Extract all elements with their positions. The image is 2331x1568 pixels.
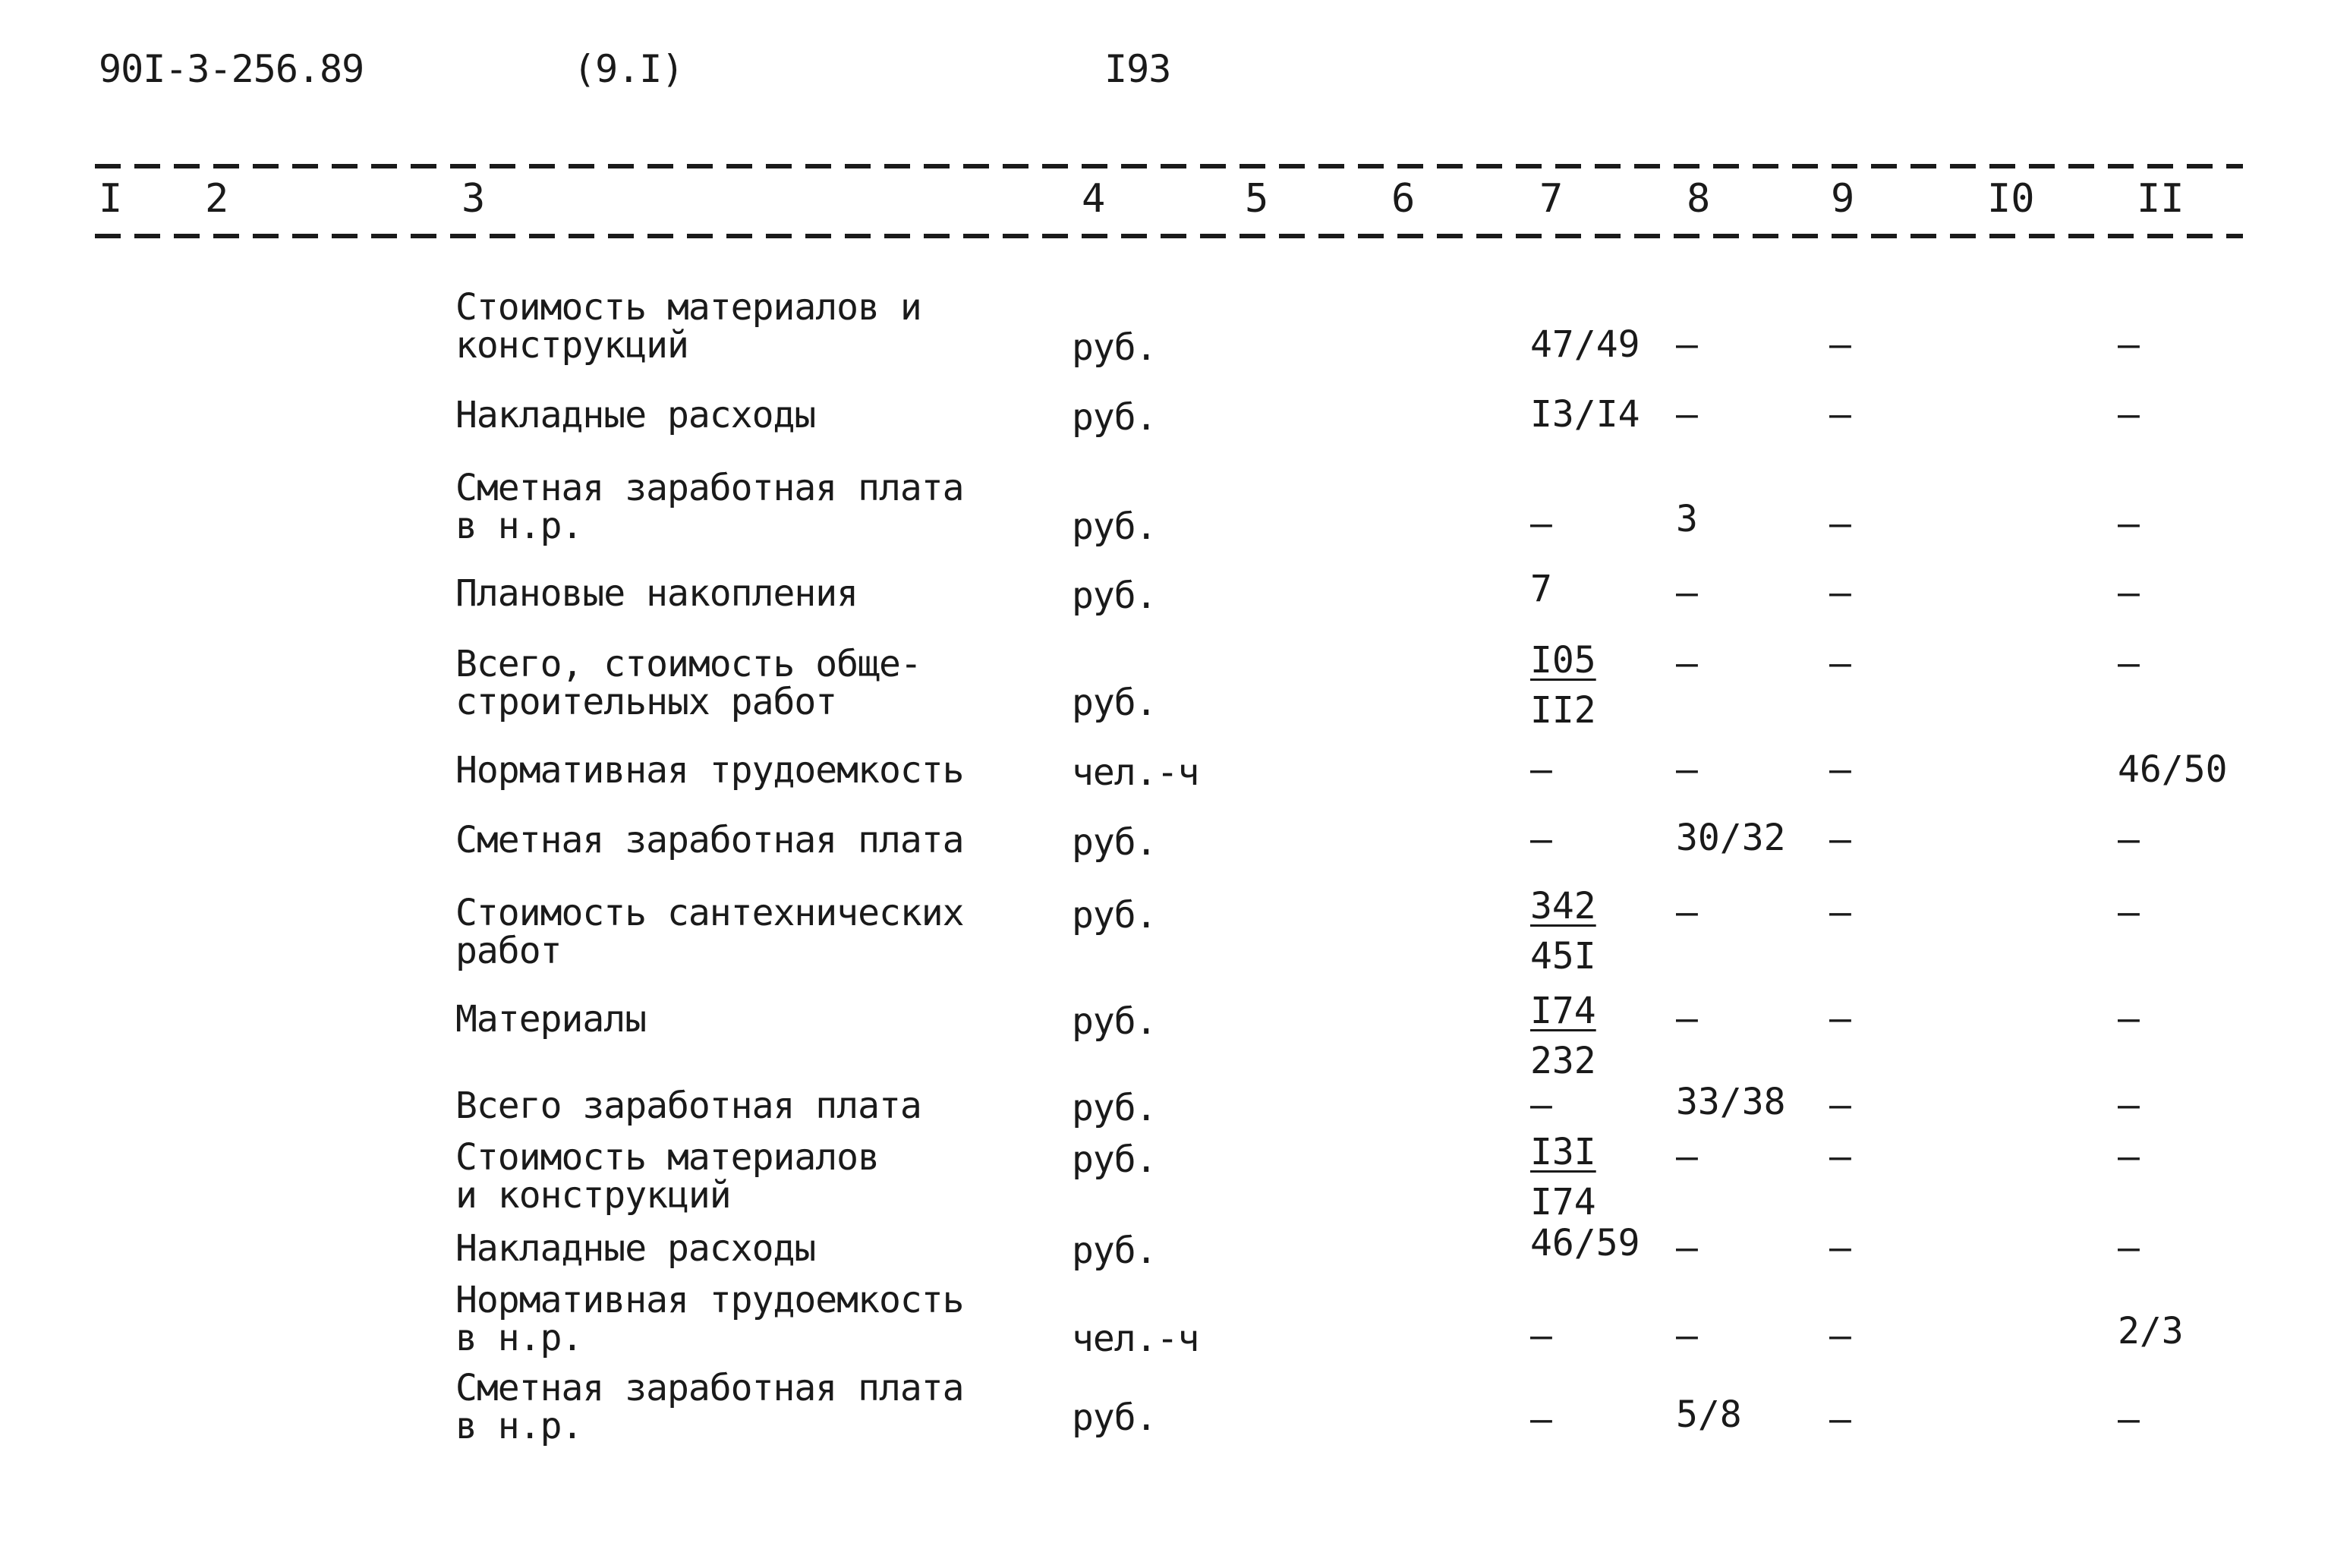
cell-col8: 30/32 bbox=[1676, 817, 1786, 859]
cell-col9: – bbox=[1829, 1315, 1851, 1357]
column-number: 9 bbox=[1831, 176, 1855, 222]
row-unit: руб. bbox=[1072, 1396, 1157, 1439]
cell-col9: – bbox=[1829, 571, 1851, 614]
cell-col11: – bbox=[2118, 642, 2140, 685]
row-unit: руб. bbox=[1072, 821, 1157, 864]
cell-col11: 2/3 bbox=[2118, 1310, 2184, 1352]
cell-col11: – bbox=[2118, 1084, 2140, 1126]
column-number: 3 bbox=[461, 176, 486, 222]
fraction-numerator: 342 bbox=[1530, 885, 1596, 927]
cell-col7: – bbox=[1530, 502, 1552, 545]
document-code: 90I-3-256.89 bbox=[99, 47, 364, 91]
cell-col11: – bbox=[2118, 818, 2140, 861]
cell-col7: 7 bbox=[1530, 568, 1552, 610]
row-unit: руб. bbox=[1072, 682, 1157, 724]
column-number: 4 bbox=[1082, 176, 1106, 222]
cell-col7: – bbox=[1530, 748, 1552, 791]
cell-col7: 47/49 bbox=[1530, 323, 1640, 366]
fraction-denominator: II2 bbox=[1530, 689, 1596, 732]
cell-col8: – bbox=[1676, 1226, 1698, 1269]
cell-col7-fraction bbox=[1530, 1131, 1596, 1223]
row-label: Сметная заработная плата в н.р. bbox=[455, 467, 964, 547]
cell-col11: – bbox=[2118, 891, 2140, 934]
cell-col11: – bbox=[2118, 502, 2140, 545]
cell-col9: – bbox=[1829, 1226, 1851, 1269]
cell-col9: – bbox=[1829, 393, 1851, 436]
row-unit: руб. bbox=[1072, 1087, 1157, 1129]
column-number: I0 bbox=[1987, 176, 2035, 222]
row-label: Всего заработная плата bbox=[455, 1085, 921, 1127]
row-label: Стоимость сантехнических работ bbox=[455, 892, 964, 972]
cell-col7: I3/I4 bbox=[1530, 393, 1640, 436]
table-rule-top bbox=[95, 164, 2243, 168]
cell-col7: – bbox=[1530, 818, 1552, 861]
row-unit: руб. bbox=[1072, 326, 1157, 369]
cell-col11: – bbox=[2118, 1135, 2140, 1178]
cell-col9: – bbox=[1829, 1135, 1851, 1178]
cell-col7: – bbox=[1530, 1315, 1552, 1357]
row-label: Стоимость материалов и конструкций bbox=[455, 286, 921, 367]
cell-col11: – bbox=[2118, 571, 2140, 614]
cell-col9: – bbox=[1829, 1398, 1851, 1440]
row-unit: руб. bbox=[1072, 396, 1157, 439]
cell-col11: – bbox=[2118, 997, 2140, 1040]
cell-col11: 46/50 bbox=[2118, 748, 2228, 791]
cell-col9: – bbox=[1829, 502, 1851, 545]
row-label: Нормативная трудоемкость bbox=[455, 749, 964, 792]
cell-col9: – bbox=[1829, 891, 1851, 934]
row-unit: руб. bbox=[1072, 505, 1157, 548]
column-number: 2 bbox=[205, 176, 229, 222]
cell-col9: – bbox=[1829, 1084, 1851, 1126]
cell-col8: – bbox=[1676, 1315, 1698, 1357]
cell-col9: – bbox=[1829, 642, 1851, 685]
cell-col7-fraction bbox=[1530, 990, 1596, 1082]
cell-col8: 3 bbox=[1676, 498, 1698, 540]
table-rule-bottom bbox=[95, 234, 2243, 238]
row-label: Всего, стоимость обще- строительных работ bbox=[455, 643, 921, 723]
row-unit: руб. bbox=[1072, 1230, 1157, 1272]
row-label: Материалы bbox=[455, 998, 647, 1041]
row-unit: руб. bbox=[1072, 1138, 1157, 1181]
cell-col11: – bbox=[2118, 1398, 2140, 1440]
cell-col8: – bbox=[1676, 1135, 1698, 1178]
cell-col9: – bbox=[1829, 818, 1851, 861]
row-label: Стоимость материалов и конструкций bbox=[455, 1136, 879, 1217]
row-unit: чел.-ч bbox=[1072, 751, 1199, 794]
row-label: Накладные расходы bbox=[455, 394, 816, 436]
cell-col9: – bbox=[1829, 748, 1851, 791]
row-label: Сметная заработная плата bbox=[455, 819, 964, 861]
cell-col9: – bbox=[1829, 323, 1851, 366]
fraction-numerator: I74 bbox=[1530, 990, 1596, 1032]
cell-col11: – bbox=[2118, 1226, 2140, 1269]
fraction-numerator: I3I bbox=[1530, 1131, 1596, 1173]
cell-col7: 46/59 bbox=[1530, 1222, 1640, 1264]
cell-col11: – bbox=[2118, 323, 2140, 366]
cell-col8: – bbox=[1676, 323, 1698, 366]
column-number: II bbox=[2137, 176, 2185, 222]
cell-col8: 5/8 bbox=[1676, 1393, 1742, 1436]
column-number: 7 bbox=[1539, 176, 1564, 222]
column-number: 6 bbox=[1391, 176, 1416, 222]
row-unit: руб. bbox=[1072, 894, 1157, 937]
cell-col8: – bbox=[1676, 642, 1698, 685]
fraction-denominator: I74 bbox=[1530, 1181, 1596, 1223]
cell-col11: – bbox=[2118, 393, 2140, 436]
cell-col8: 33/38 bbox=[1676, 1081, 1786, 1123]
cell-col7-fraction bbox=[1530, 639, 1596, 732]
row-label: Нормативная трудоемкость в н.р. bbox=[455, 1279, 964, 1359]
cell-col8: – bbox=[1676, 571, 1698, 614]
cell-col9: – bbox=[1829, 997, 1851, 1040]
fraction-denominator: 45I bbox=[1530, 935, 1596, 978]
column-number: I bbox=[99, 176, 123, 222]
cell-col8: – bbox=[1676, 748, 1698, 791]
row-label: Плановые накопления bbox=[455, 572, 858, 615]
row-unit: руб. bbox=[1072, 575, 1157, 617]
fraction-numerator: I05 bbox=[1530, 639, 1596, 682]
row-unit: руб. bbox=[1072, 1000, 1157, 1043]
fraction-denominator: 232 bbox=[1530, 1040, 1596, 1082]
cell-col7: – bbox=[1530, 1084, 1552, 1126]
cell-col8: – bbox=[1676, 891, 1698, 934]
column-number: 5 bbox=[1245, 176, 1269, 222]
page-number: I93 bbox=[1104, 47, 1171, 91]
cell-col7: – bbox=[1530, 1398, 1552, 1440]
row-label: Накладные расходы bbox=[455, 1227, 816, 1270]
cell-col8: – bbox=[1676, 997, 1698, 1040]
section-number: (9.I) bbox=[573, 47, 684, 91]
cell-col8: – bbox=[1676, 393, 1698, 436]
row-label: Сметная заработная плата в н.р. bbox=[455, 1367, 964, 1447]
column-number: 8 bbox=[1687, 176, 1711, 222]
cell-col7-fraction bbox=[1530, 885, 1596, 978]
row-unit: чел.-ч bbox=[1072, 1318, 1199, 1360]
